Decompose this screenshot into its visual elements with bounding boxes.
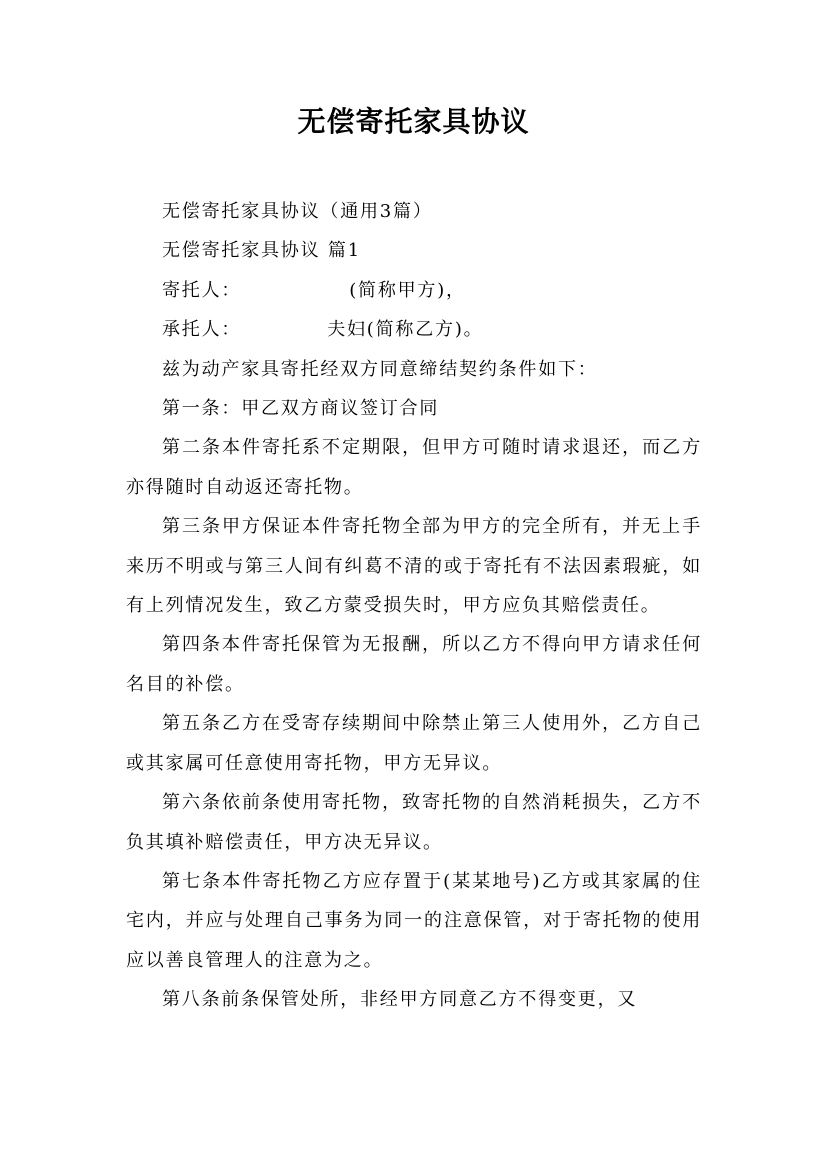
paragraph-article-4: 第四条本件寄托保管为无报酬，所以乙方不得向甲方请求任何名目的补偿。 bbox=[126, 634, 702, 695]
paragraph-custodian bbox=[126, 310, 702, 349]
depositor-label: 寄托人： bbox=[162, 279, 242, 301]
paragraph-article-3: 第三条甲方保证本件寄托物全部为甲方的完全所有，并无上手来历不明或与第三人间有纠葛不清的或于寄托有不法因素瑕疵，如有上列情况发生，致乙方蒙受损失时，甲方应负其赔偿责任。 bbox=[126, 516, 702, 617]
depositor-suffix: (简称甲方)， bbox=[349, 279, 466, 301]
paragraph-depositor bbox=[126, 271, 702, 310]
paragraph-article-7: 第七条本件寄托物乙方应存置于(某某地号)乙方或其家属的住宅内，并应与处理自己事务为同一的注意保管，对于寄托物的使用应以善良管理人的注意为之。 bbox=[126, 870, 702, 971]
paragraph-article-5: 第五条乙方在受寄存续期间中除禁止第三人使用外，乙方自己或其家属可任意使用寄托物，甲方无异议。 bbox=[126, 713, 702, 774]
paragraph-article-6: 第六条依前条使用寄托物，致寄托物的自然消耗损失，乙方不负其填补赔偿责任，甲方决无异议。 bbox=[126, 792, 702, 853]
paragraph-preamble: 兹为动产家具寄托经双方同意缔结契约条件如下： bbox=[162, 358, 598, 380]
paragraph-article-1: 第一条：甲乙双方商议签订合同 bbox=[162, 398, 440, 420]
paragraph-section-title: 无偿寄托家具协议 篇1 bbox=[162, 240, 361, 262]
custodian-suffix: 夫妇(简称乙方)。 bbox=[327, 319, 484, 341]
paragraph-article-2: 第二条本件寄托系不定期限，但甲方可随时请求退还，而乙方亦得随时自动返还寄托物。 bbox=[126, 437, 702, 498]
document-body bbox=[126, 192, 702, 1020]
custodian-label: 承托人： bbox=[162, 319, 242, 341]
paragraph-heading: 无偿寄托家具协议（通用3篇） bbox=[162, 201, 433, 222]
paragraph-article-8: 第八条前条保管处所，非经甲方同意乙方不得变更，又 bbox=[162, 989, 638, 1011]
document-title: 无偿寄托家具协议 bbox=[297, 105, 530, 138]
